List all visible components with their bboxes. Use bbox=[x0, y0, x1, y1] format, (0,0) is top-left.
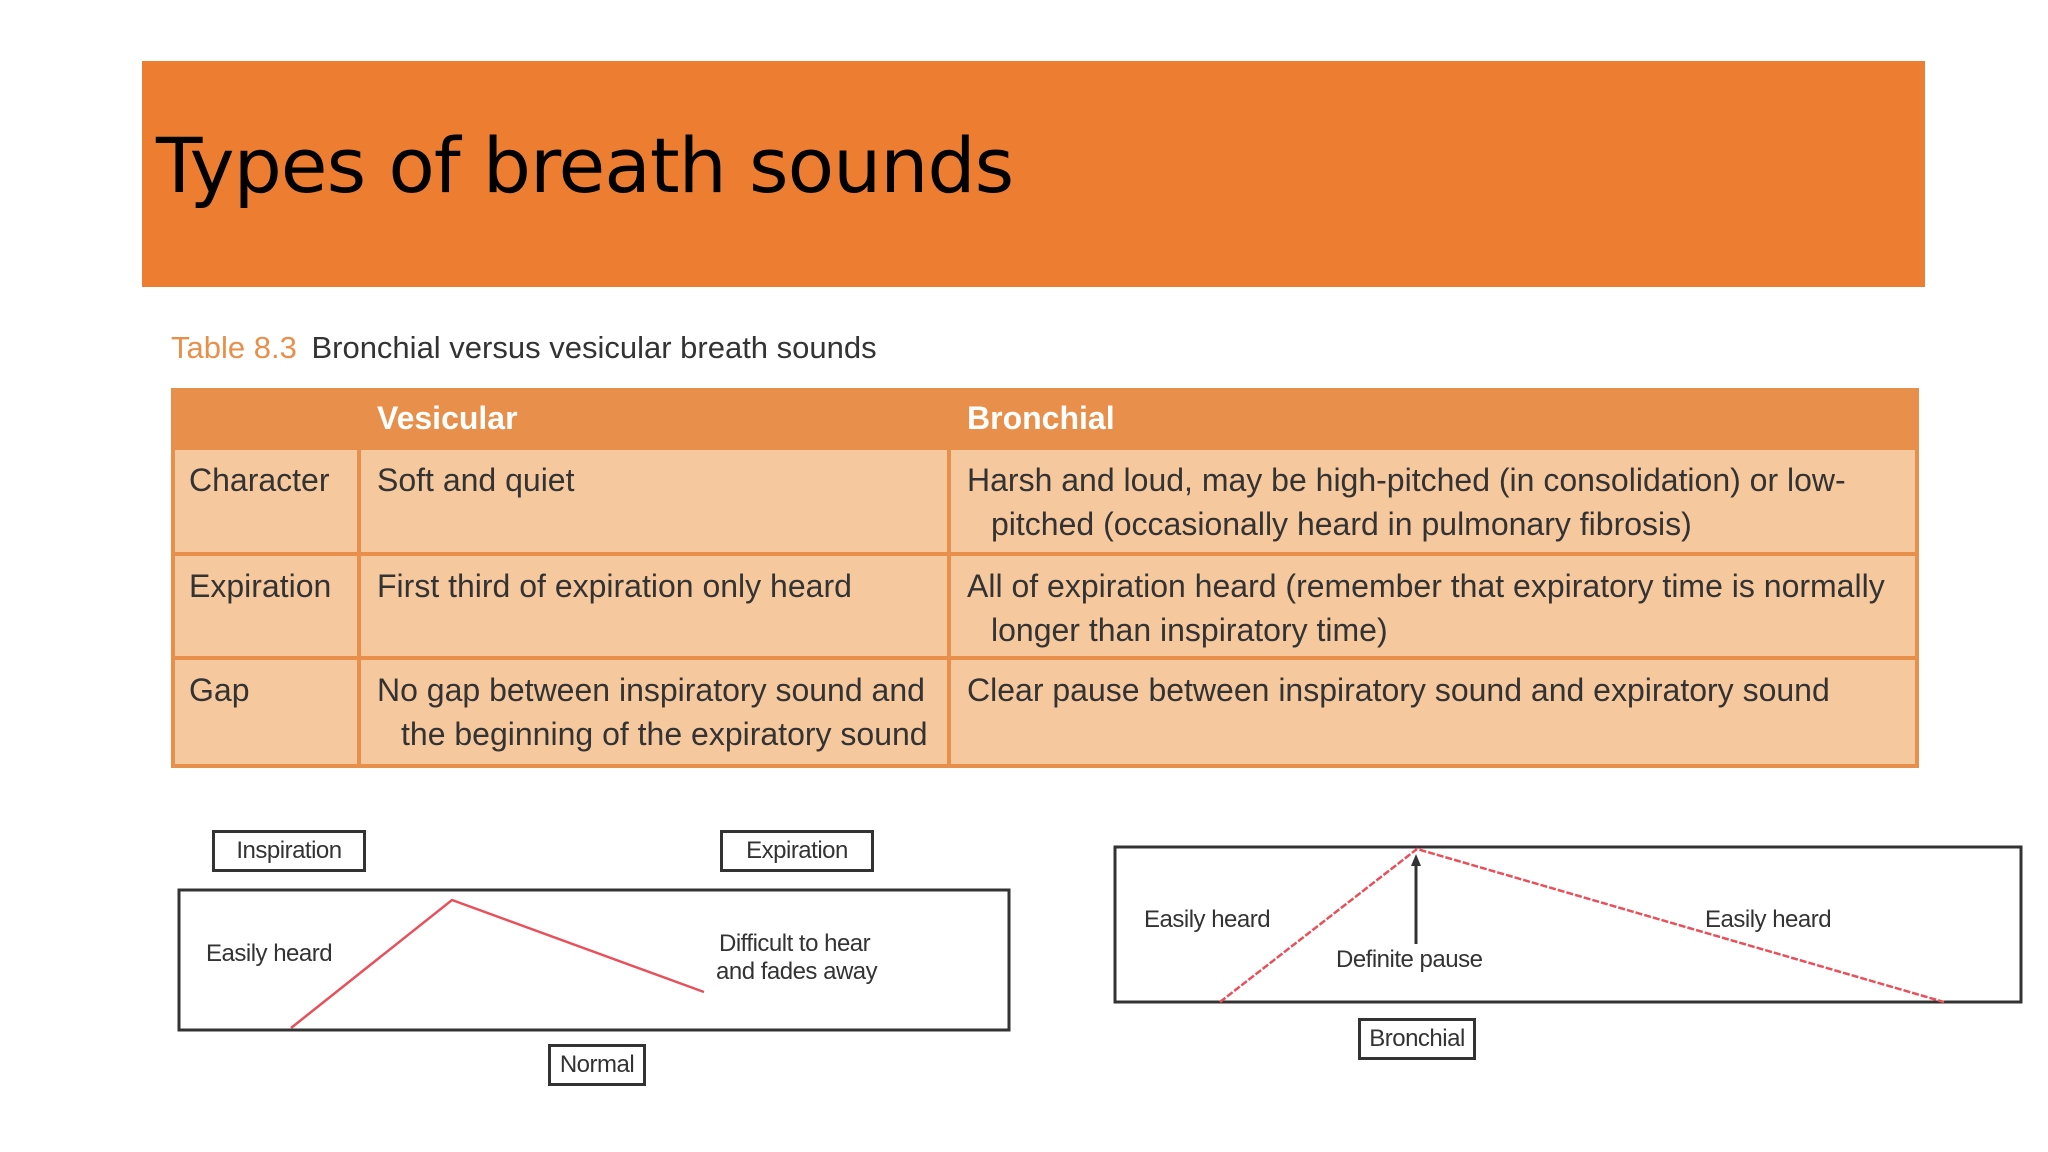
table-row bbox=[173, 554, 1917, 658]
cell-text: Harsh and loud, may be high-pitched (in consolidation) or low-pitched (occasionally heard in pulmonary fibrosis) bbox=[967, 462, 1846, 542]
cell-bronchial-expiration bbox=[949, 554, 1917, 658]
slide-title: Types of breath sounds bbox=[156, 121, 1014, 210]
cell-text: No gap between inspiratory sound and the beginning of the expiratory sound bbox=[377, 672, 928, 752]
expiration-label: Expiration bbox=[720, 830, 874, 872]
row-label-character: Character bbox=[173, 448, 359, 554]
difficult-label-line2: and fades away bbox=[716, 958, 878, 985]
cell-text: First third of expiration only heard bbox=[377, 568, 852, 604]
cell-text: Soft and quiet bbox=[377, 462, 575, 498]
table-row bbox=[173, 448, 1917, 554]
cell-vesicular-expiration bbox=[359, 554, 949, 658]
header-vesicular: Vesicular bbox=[359, 390, 949, 448]
bronchial-sound-curve bbox=[1220, 849, 1944, 1002]
header-bronchial: Bronchial bbox=[949, 390, 1917, 448]
cell-vesicular-gap bbox=[359, 658, 949, 766]
definite-pause-label: Definite pause bbox=[1336, 946, 1483, 973]
title-banner bbox=[142, 61, 1925, 287]
normal-sound-curve bbox=[291, 900, 704, 1028]
cell-text: Clear pause between inspiratory sound and expiratory sound bbox=[967, 672, 1830, 708]
header-empty bbox=[173, 390, 359, 448]
difficult-label-line1: Difficult to hear bbox=[719, 930, 871, 957]
bronchial-diagram-graphic bbox=[1112, 840, 2028, 1070]
table-caption-number: Table 8.3 bbox=[171, 330, 297, 365]
table-caption-text: Bronchial versus vesicular breath sounds bbox=[311, 330, 877, 365]
table-header-row bbox=[173, 390, 1917, 448]
normal-breath-diagram bbox=[176, 822, 1016, 1090]
breath-sounds-table bbox=[171, 388, 1919, 768]
table-caption bbox=[171, 330, 877, 366]
table-row bbox=[173, 658, 1917, 766]
row-label-expiration: Expiration bbox=[173, 554, 359, 658]
pause-arrow-head bbox=[1411, 854, 1421, 866]
easily-heard-right-label: Easily heard bbox=[1705, 906, 1832, 933]
cell-vesicular-character bbox=[359, 448, 949, 554]
row-label-gap: Gap bbox=[173, 658, 359, 766]
cell-text: All of expiration heard (remember that expiratory time is normally longer than inspiratory time) bbox=[967, 568, 1885, 648]
inspiration-label: Inspiration bbox=[212, 830, 366, 872]
cell-bronchial-gap bbox=[949, 658, 1917, 766]
easily-heard-label: Easily heard bbox=[206, 940, 333, 967]
bronchial-breath-diagram bbox=[1112, 840, 2028, 1070]
normal-caption: Normal bbox=[548, 1044, 646, 1086]
cell-bronchial-character bbox=[949, 448, 1917, 554]
bronchial-caption: Bronchial bbox=[1358, 1018, 1476, 1060]
easily-heard-left-label: Easily heard bbox=[1144, 906, 1271, 933]
